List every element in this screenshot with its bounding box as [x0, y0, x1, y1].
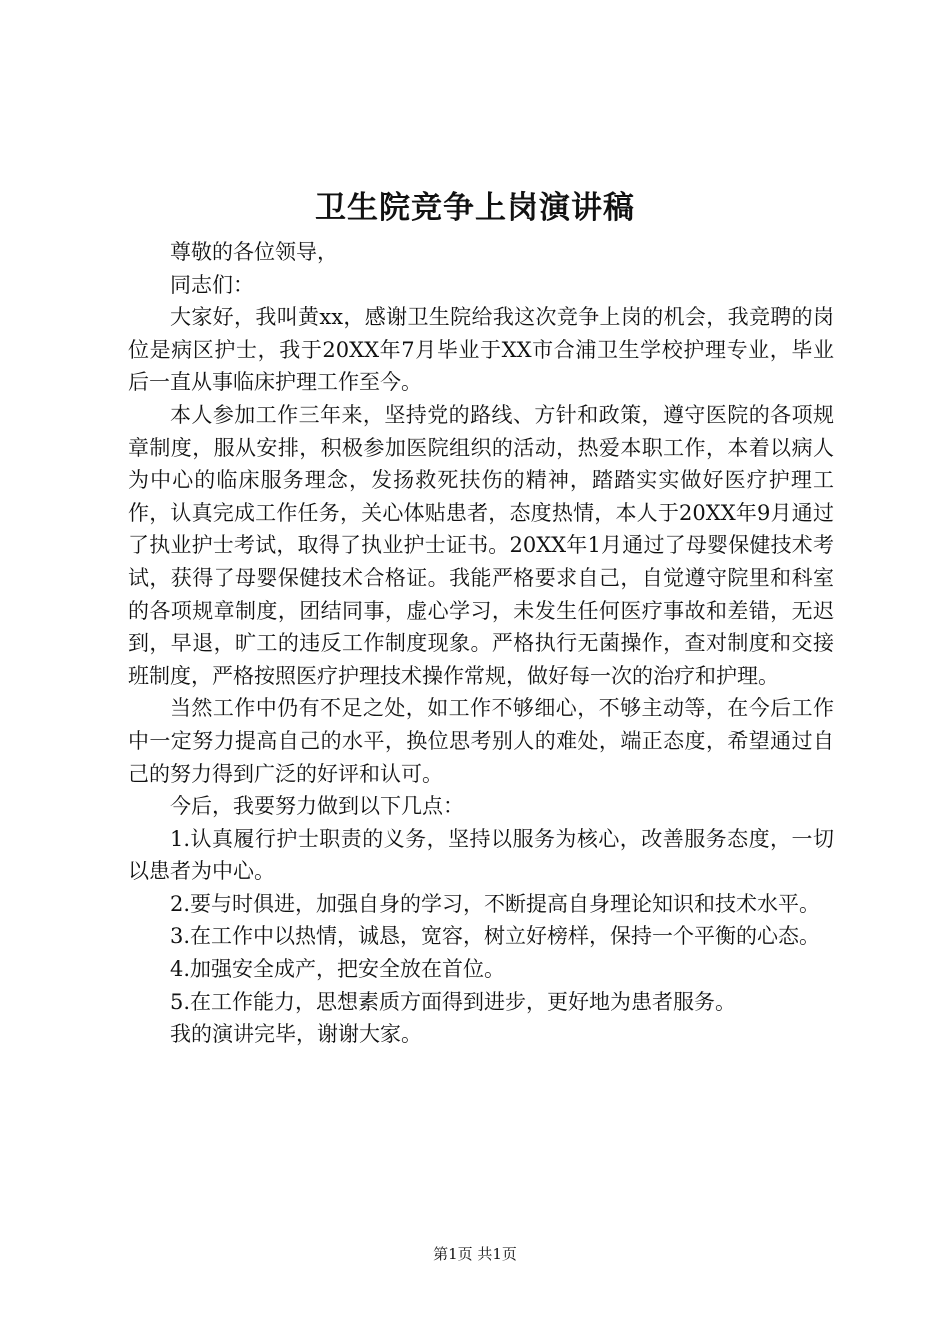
list-item-goal-4: 4.加强安全成产，把安全放在首位。 — [170, 957, 506, 982]
list-item-goal-2: 2.要与时俱进，加强自身的学习，不断提高自身理论知识和技术水平。 — [170, 891, 821, 916]
list-item-goal-1: 1.认真履行护士职责的义务，坚持以服务为核心，改善服务态度，一切以患者为中心。 — [128, 826, 834, 884]
paragraph-goals-intro: 今后，我要努力做到以下几点： — [170, 794, 464, 819]
paragraph-shortcomings: 当然工作中仍有不足之处，如工作不够细心，不够主动等，在今后工作中一定努力提高自己的水平，换位思考别人的难处，端正态度，希望通过自己的努力得到广泛的好评和认可。 — [128, 696, 834, 786]
document-body — [128, 236, 834, 1051]
list-item-goal-3: 3.在工作中以热情，诚恳，宽容，树立好榜样，保持一个平衡的心态。 — [170, 924, 821, 949]
paragraph-work-experience: 本人参加工作三年来，坚持党的路线、方针和政策，遵守医院的各项规章制度，服从安排，积极参加医院组织的活动，热爱本职工作，本着以病人为中心的临床服务理念，发扬救死扶伤的精神，踏踏实实做好医疗护理工作，认真完成工作任务，关心体贴患者，态度热情，本人于20XX年9月通过了执业护士考试，取得了执业护士证书。20XX年1月通过了母婴保健技术考试，获得了母婴保健技术合格证。我能严格要求自己，自觉遵守院里和科室的各项规章制度，团结同事，虚心学习，未发生任何医疗事故和差错，无迟到，早退，旷工的违反工作制度现象。严格执行无菌操作，查对制度和交接班制度，严格按照医疗护理技术操作常规，做好每一次的治疗和护理。 — [128, 402, 834, 688]
paragraph-introduction: 大家好，我叫黄xx，感谢卫生院给我这次竞争上岗的机会，我竞聘的岗位是病区护士，我于20XX年7月毕业于XX市合浦卫生学校护理专业，毕业后一直从事临床护理工作至今。 — [128, 305, 834, 395]
salutation-comrades: 同志们： — [170, 272, 254, 297]
salutation-leaders: 尊敬的各位领导， — [170, 240, 338, 264]
page-number-footer: 第1页 共1页 — [433, 1245, 517, 1263]
paragraph-closing: 我的演讲完毕，谢谢大家。 — [170, 1022, 422, 1047]
document-title: 卫生院竞争上岗演讲稿 — [315, 190, 635, 226]
list-item-goal-5: 5.在工作能力，思想素质方面得到进步，更好地为患者服务。 — [170, 989, 737, 1014]
